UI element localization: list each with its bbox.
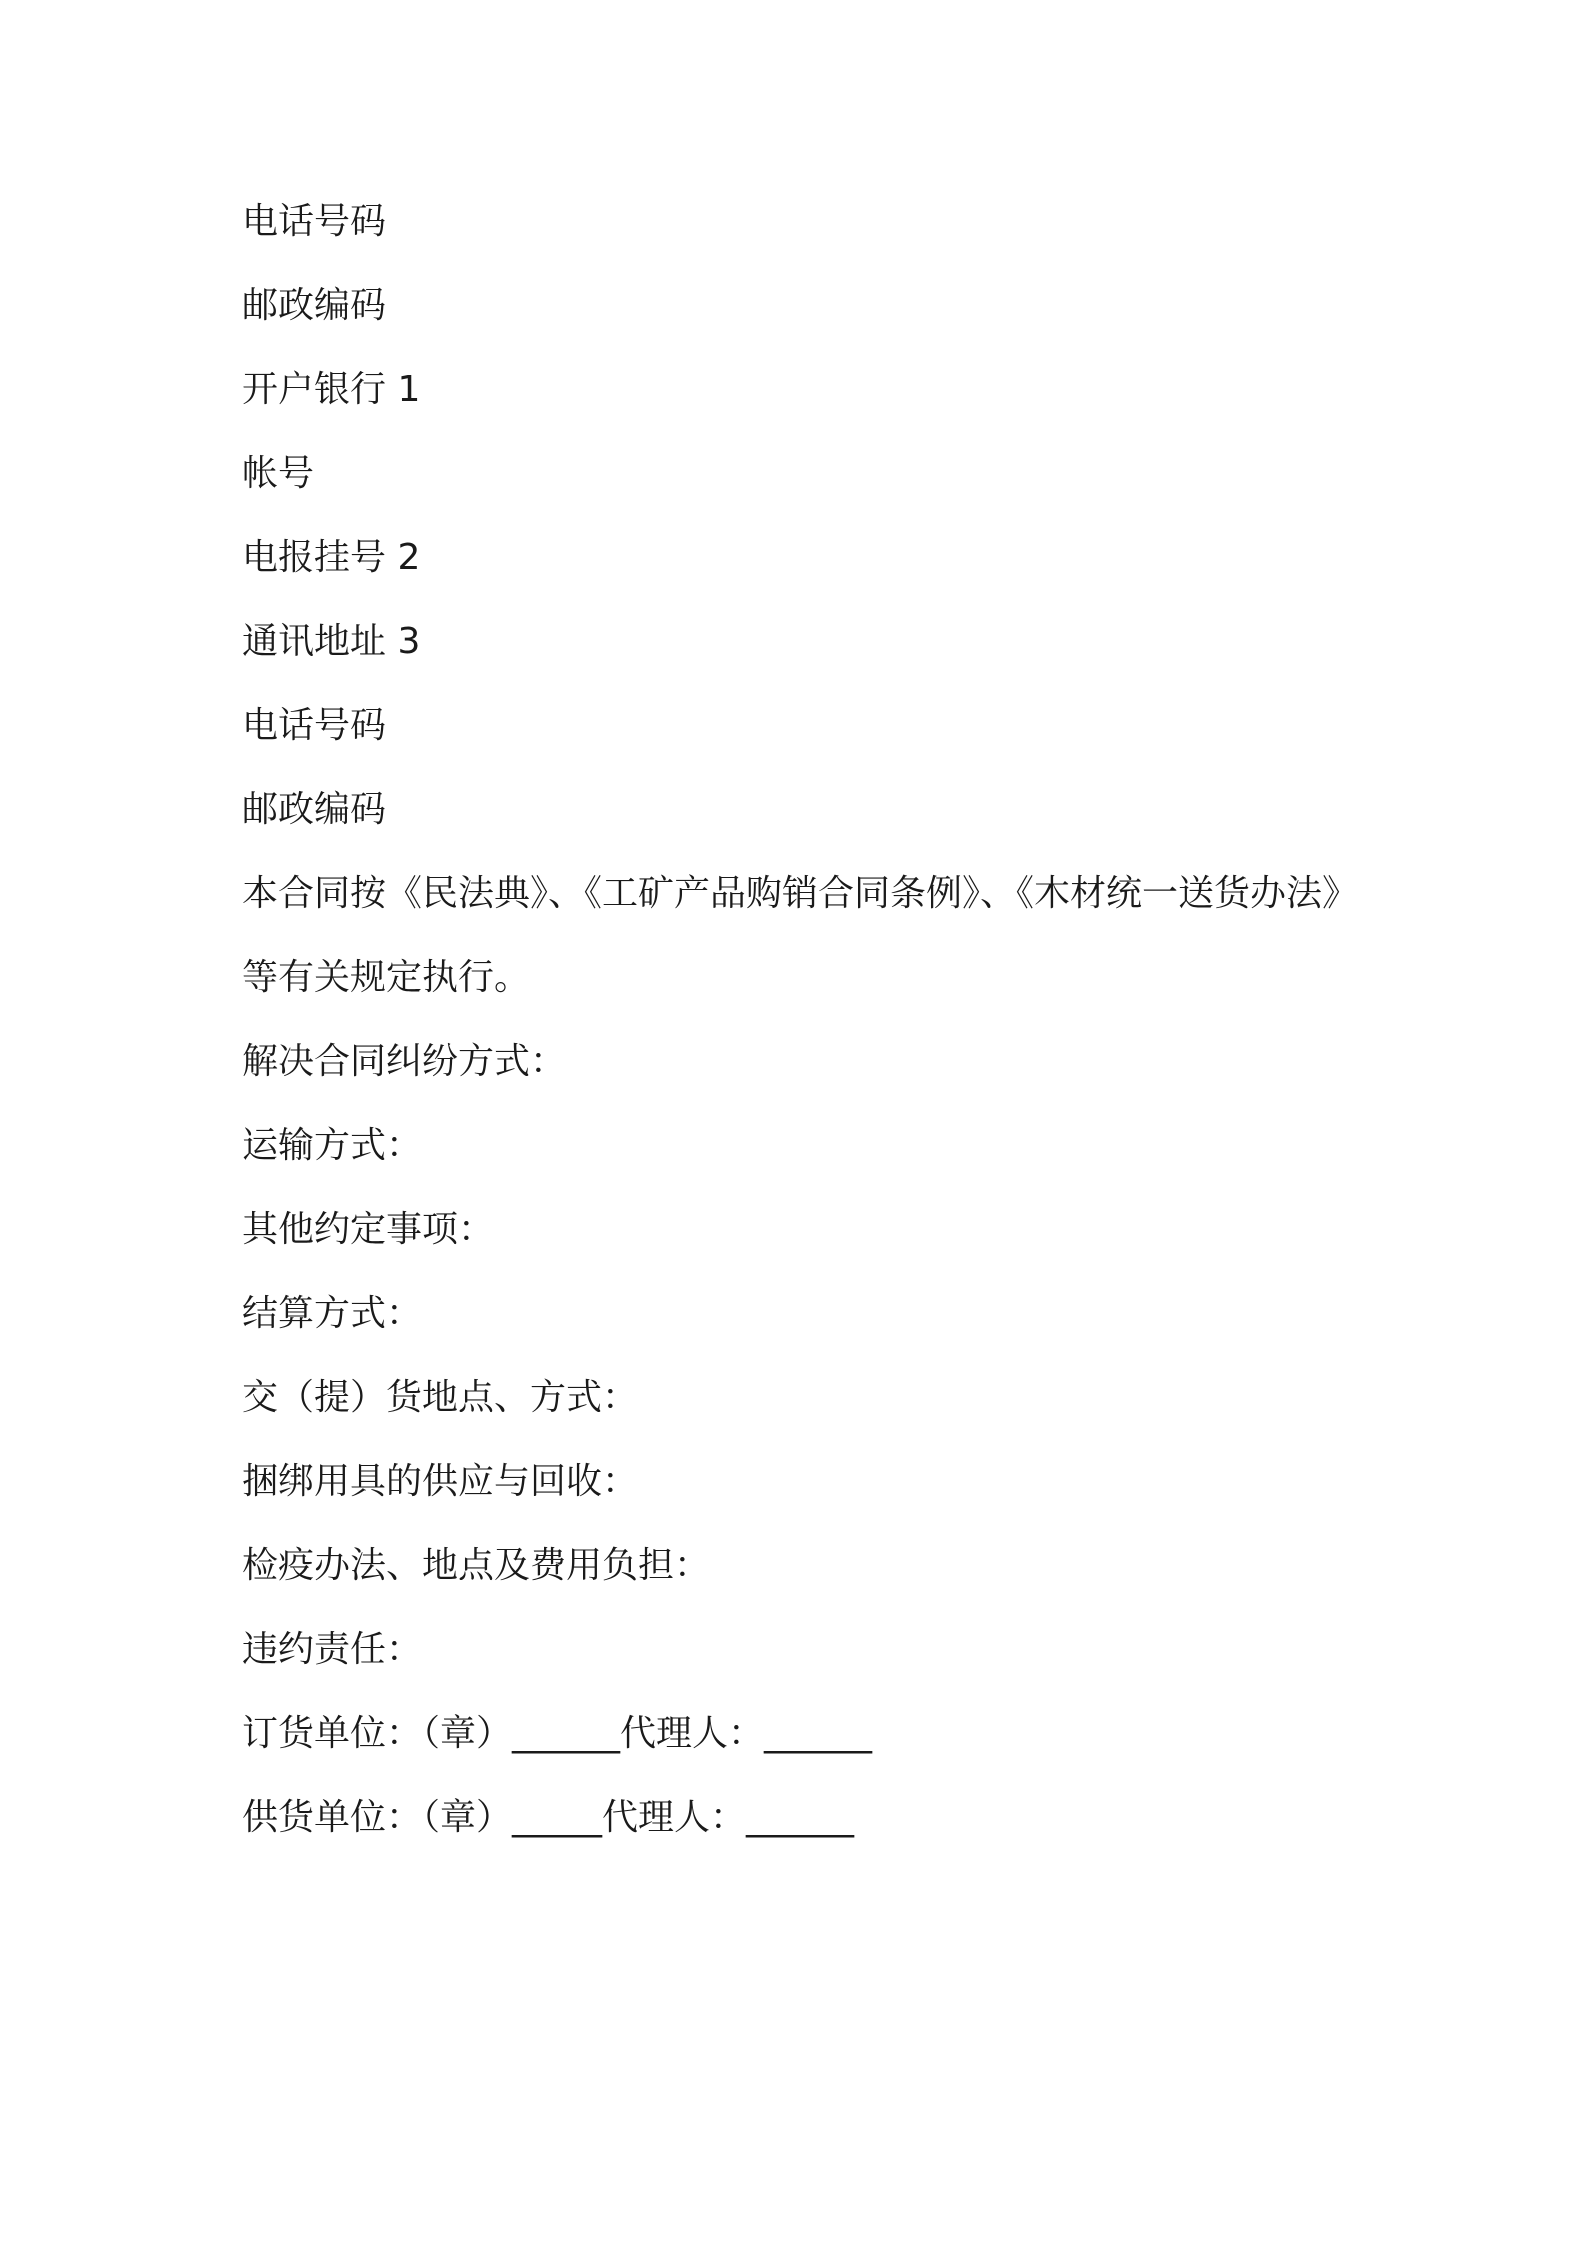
contract-basis-text: 本合同按《民法典》、《工矿产品购销合同条例》、《木材统一送货办法》 bbox=[242, 873, 1359, 914]
binding-tools-label: 捆绑用具的供应与回收： bbox=[242, 1461, 639, 1502]
telegraph-label: 电报挂号 2 bbox=[242, 537, 421, 578]
postal-code-label: 邮政编码 bbox=[242, 285, 387, 326]
other-terms-label: 其他约定事项： bbox=[242, 1209, 495, 1250]
liability-label: 违约责任： bbox=[242, 1629, 423, 1670]
delivery-place-label: 交（提）货地点、方式： bbox=[242, 1377, 639, 1418]
account-label: 帐号 bbox=[242, 453, 315, 494]
contract-basis-text-cont: 等有关规定执行。 bbox=[242, 957, 531, 998]
phone-number-label: 电话号码 bbox=[242, 201, 387, 242]
phone-number-label-2: 电话号码 bbox=[242, 705, 387, 746]
document-body bbox=[242, 202, 1442, 1882]
bank-label: 开户银行 1 bbox=[242, 369, 421, 410]
supplier-signature-line: 供货单位：（章）_____代理人：______ bbox=[242, 1797, 855, 1838]
postal-code-label-2: 邮政编码 bbox=[242, 789, 387, 830]
buyer-signature-line: 订货单位：（章）______代理人：______ bbox=[242, 1713, 873, 1754]
quarantine-label: 检疫办法、地点及费用负担： bbox=[242, 1545, 711, 1586]
transport-method-label: 运输方式： bbox=[242, 1125, 423, 1166]
settlement-method-label: 结算方式： bbox=[242, 1293, 423, 1334]
dispute-resolution-label: 解决合同纠纷方式： bbox=[242, 1041, 567, 1082]
address-label: 通讯地址 3 bbox=[242, 621, 421, 662]
